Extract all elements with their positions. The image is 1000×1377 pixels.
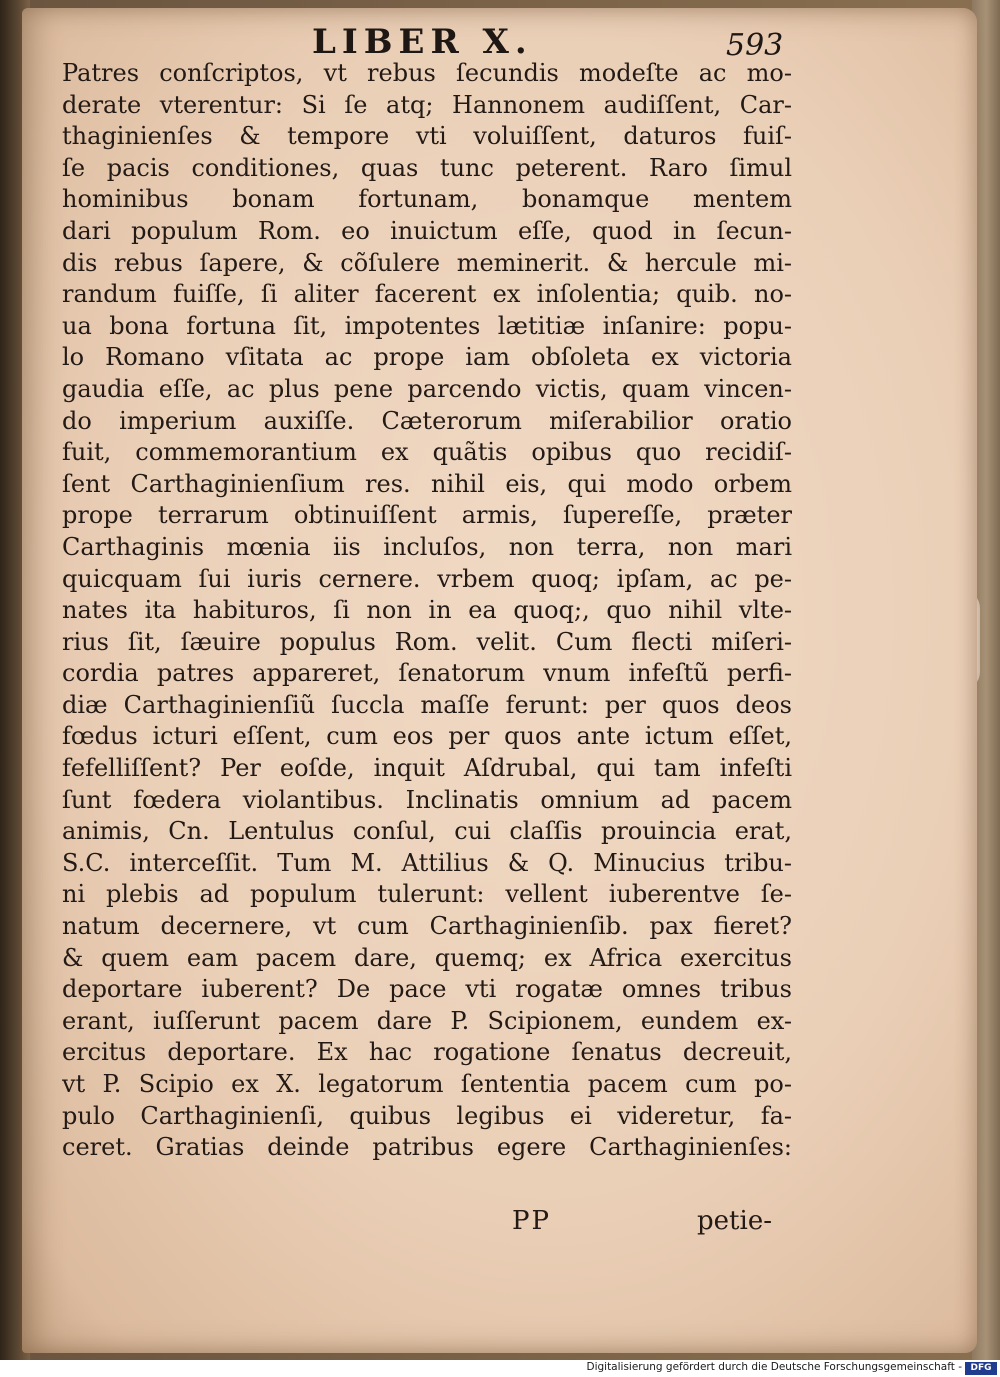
text-line: dari populum Rom. eo inuictum eſſe, quod in ſecun- xyxy=(62,216,792,245)
running-head xyxy=(0,18,1000,62)
text-line: nates ita habituros, ſi non in ea quoq;, quo nihil vlte- xyxy=(62,596,792,625)
text-line: Carthaginis mœnia iis incluſos, non terra, non mari xyxy=(62,532,792,561)
text-line: diæ Carthaginienſiũ ſuccla maſſe ferunt: per quos deos xyxy=(62,690,792,719)
text-line: quicquam ſui iuris cernere. vrbem quoq; ipſam, ac pe- xyxy=(62,564,792,593)
text-line: vt P. Scipio ex X. legatorum ſententia pacem cum po- xyxy=(62,1070,792,1098)
text-line: ercitus deportare. Ex hac rogatione ſenatus decreuit, xyxy=(62,1038,792,1067)
body-text xyxy=(62,58,792,1164)
text-line: prope terrarum obtinuiſſent armis, ſupereſſe, præter xyxy=(62,501,792,530)
text-line: erant, iuſſerunt pacem dare P. Scipionem, eundem ex- xyxy=(62,1006,792,1035)
running-title: LIBER X. xyxy=(312,22,533,62)
text-line: ſe pacis conditiones, quas tunc peterent. Raro ſimul xyxy=(62,153,792,182)
text-line: ni plebis ad populum tulerunt: vellent iuberentve ſe- xyxy=(62,880,792,909)
signature-mark: PP xyxy=(512,1206,551,1236)
text-line: dis rebus ſapere, & cõſulere meminerit. & hercule mi- xyxy=(62,248,792,277)
credit-text: Digitalisierung gefördert durch die Deutsche Forschungsgemeinschaft - xyxy=(586,1361,962,1373)
text-line: pulo Carthaginienſi, quibus legibus ei videretur, fa- xyxy=(62,1101,792,1130)
text-line: deportare iuberent? De pace vti rogatæ omnes tribus xyxy=(62,975,792,1004)
text-line: animis, Cn. Lentulus conſul, cui claſſis prouincia erat, xyxy=(62,817,792,846)
text-line: do imperium auxiſſe. Cæterorum miſerabilior oratio xyxy=(62,406,792,435)
text-line: ſent Carthaginienſium res. nihil eis, qui modo orbem xyxy=(62,469,792,498)
text-line: thaginienſes & tempore vti voluiſſent, daturos fuiſ- xyxy=(62,122,792,151)
page-foot xyxy=(62,1206,772,1246)
text-line: lo Romano vſitata ac prope iam obſoleta ex victoria xyxy=(62,343,792,372)
text-line: & quem eam pacem dare, quemq; ex Africa exercitus xyxy=(62,943,792,972)
text-line: fœdus icturi eſſent, cum eos per quos ante ictum eſſet, xyxy=(62,722,792,751)
catchword: petie- xyxy=(697,1206,772,1236)
page-number: 593 xyxy=(726,28,784,63)
text-line: ſunt fœdera violantibus. Inclinatis omnium ad pacem xyxy=(62,785,792,814)
dfg-logo: DFG xyxy=(965,1362,997,1375)
text-line: hominibus bonam fortunam, bonamque mentem xyxy=(62,185,792,214)
text-line: S.C. interceſſit. Tum M. Attilius & Q. Minucius tribu- xyxy=(62,848,792,877)
text-line: rius ſit, ſæuire populus Rom. velit. Cum flecti miſeri- xyxy=(62,627,792,656)
text-line: Patres conſcriptos, vt rebus ſecundis modeſte ac mo- xyxy=(62,59,792,87)
text-line: derate vterentur: Si ſe atq; Hannonem audiſſent, Car- xyxy=(62,90,792,119)
text-line: fuit, commemorantium ex quãtis opibus quo recidiſ- xyxy=(62,438,792,467)
text-line: gaudia eſſe, ac plus pene parcendo victis, quam vincen- xyxy=(62,374,792,403)
text-line: fefelliſſent? Per eoſde, inquit Aſdrubal, qui tam infeſti xyxy=(62,754,792,783)
text-line: ua bona fortuna ſit, impotentes lætitiæ inſanire: popu- xyxy=(62,311,792,340)
text-line: cordia patres appareret, ſenatorum vnum infeſtũ perfi- xyxy=(62,659,792,688)
text-line: natum decernere, vt cum Carthaginienſib. pax fieret? xyxy=(62,912,792,941)
credit-bar xyxy=(0,1360,1000,1377)
text-line: randum fuiſſe, ſi aliter facerent ex inſolentia; quib. no- xyxy=(62,280,792,309)
text-line: ceret. Gratias deinde patribus egere Carthaginienſes: xyxy=(62,1133,792,1162)
